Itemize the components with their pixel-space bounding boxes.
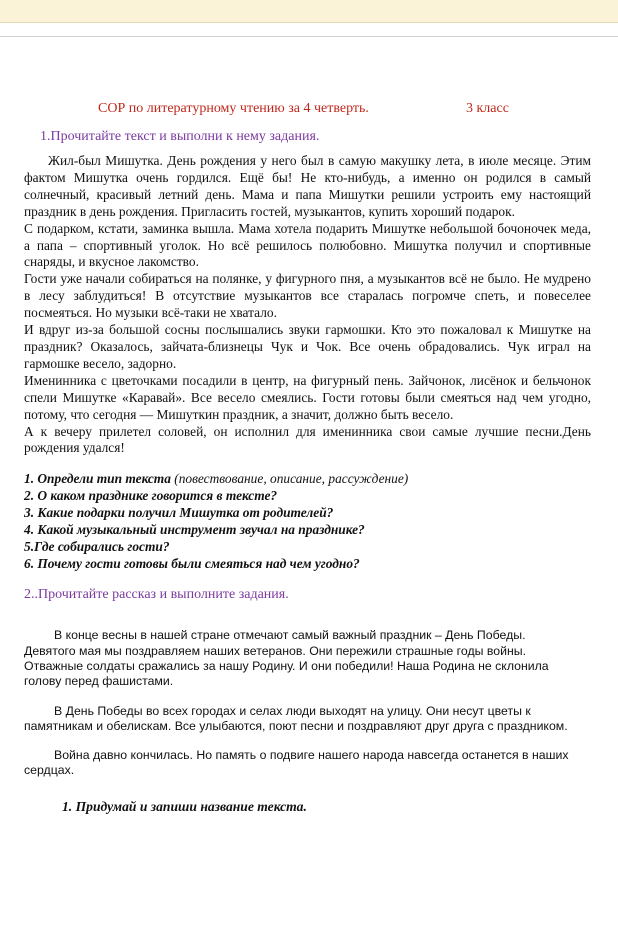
document-title: СОР по литературному чтению за 4 четверть. <box>98 101 369 116</box>
question-item <box>24 555 592 572</box>
question-item <box>24 470 592 487</box>
question-text: 4. Какой музыкальный инструмент звучал на празднике? <box>24 522 365 538</box>
question-item <box>24 521 592 538</box>
document-title-row <box>24 98 592 118</box>
question-text: 1. Определи тип текста <box>24 471 171 487</box>
question-item <box>24 504 592 521</box>
story-paragraph: И вдруг из-за большой сосны послышались звуки гармошки. Кто это пожаловал к Мишутке на праздник? Оказалось, зайчата-близнецы Чук и Чок. Все очень обрадовались. Чук играл на гармошке весело, задорно. <box>24 322 591 371</box>
page-top-divider <box>0 36 618 37</box>
top-toolbar-strip <box>0 0 618 23</box>
section1-heading: 1.Прочитайте текст и выполни к нему задания. <box>40 129 320 144</box>
question-text: 2. О каком празднике говорится в тексте? <box>24 488 278 504</box>
section2-task: 1. Придумай и запиши название текста. <box>62 798 307 814</box>
questions-list <box>24 470 592 572</box>
victory-day-text <box>24 628 580 778</box>
question-item <box>24 487 592 504</box>
story-paragraph: Жил-был Мишутка. День рождения у него был в самую макушку лета, в июле месяце. Этим фактом Мишутка очень гордился. Ещё бы! Не кто-нибудь, а именно он родился в самый солнечный, красивый летний день. Мама и папа Мишутки решили устроить ему настоящий праздник в день рождения. Пригласить гостей, музыкантов, купить хороший подарок. <box>24 153 591 219</box>
story-text <box>24 153 591 457</box>
grade-label: 3 класс <box>466 101 509 116</box>
victory-paragraph: В конце весны в нашей стране отмечают самый важный праздник – День Победы. Девятого мая мы поздравляем наших ветеранов. Они пережили страшные годы войны. Отважные солдаты сражались за нашу Родину. И они победили! Наша Родина не склонила голову перед фашистами. <box>24 628 549 689</box>
question-text: 6. Почему гости готовы были смеяться над чем угодно? <box>24 556 360 572</box>
question-text: 3. Какие подарки получил Мишутка от родителей? <box>24 505 334 521</box>
question-text: 5.Где собирались гости? <box>24 539 170 555</box>
story-paragraph: Именинника с цветочками посадили в центр, на фигурный пень. Зайчонок, лисёнок и бельчонок спели Мишутке «Каравай». Все весело смеялись. Гости готовы были смеяться над чем угодно, потому, что сегодня — Мишуткин праздник, а значит, должно быть весело. <box>24 372 591 422</box>
question-hint: (повествование, описание, рассуждение) <box>170 471 409 487</box>
question-item <box>24 538 592 555</box>
story-paragraph: С подарком, кстати, заминка вышла. Мама хотела подарить Мишутке небольшой бочоночек меда, а папа – спортивный уголок. Но всё решилось полюбовно. Мишутка получил и спортивные снаряды, и вкусное лакомство. <box>24 220 591 270</box>
section2-heading: 2..Прочитайте рассказ и выполните задания. <box>24 587 289 603</box>
victory-paragraph: Война давно кончилась. Но память о подвиге нашего народа навсегда останется в наших сердцах. <box>24 748 569 778</box>
document-page <box>24 98 592 815</box>
story-paragraph: Гости уже начали собираться на полянке, у фигурного пня, а музыкантов всё не было. Не мудрено в лесу заблудиться! В отсутствие музыкантов все старалась погромче спеть, и повеселее посмеяться. Но музыки всё-таки не хватало. <box>24 271 591 321</box>
victory-paragraph: В День Победы во всех городах и селах люди выходят на улицу. Они несут цветы к памятникам и обелискам. Все улыбаются, поют песни и поздравляют друг друга с праздником. <box>24 703 568 733</box>
story-paragraph: А к вечеру прилетел соловей, он исполнил для именинника свои самые лучшие песни.День рождения удался! <box>24 423 591 456</box>
